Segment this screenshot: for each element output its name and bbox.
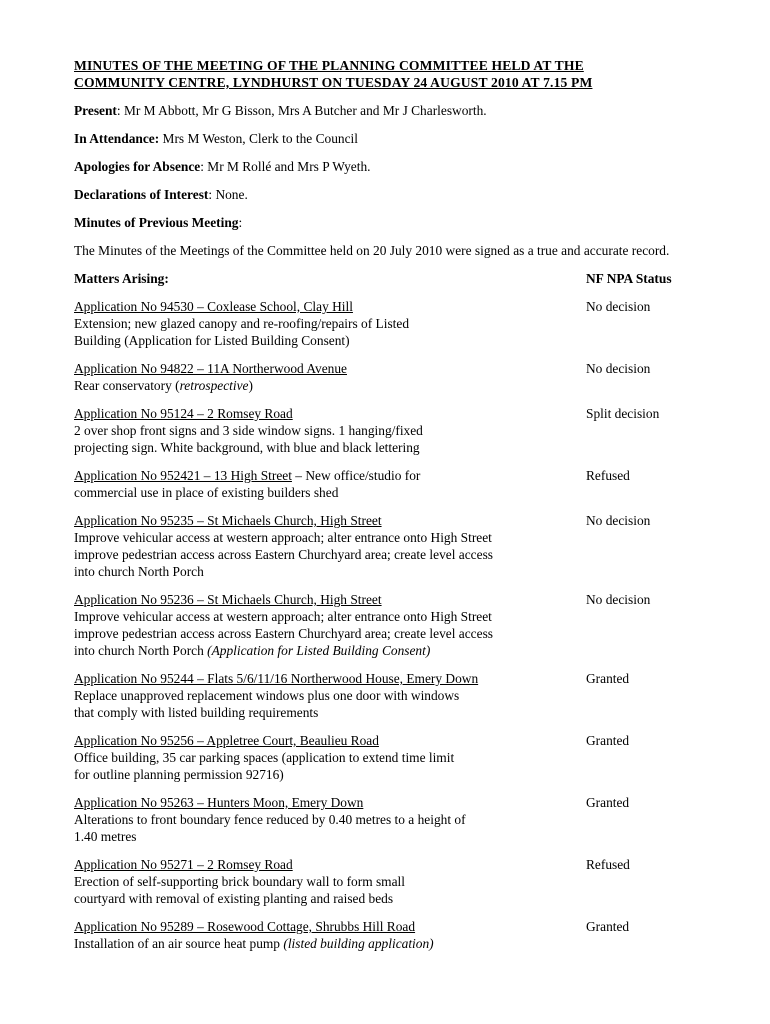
application-details	[74, 405, 564, 456]
attendance-paragraph	[74, 130, 698, 147]
application-description-line	[74, 811, 564, 828]
application-description-text: for outline planning permission 92716)	[74, 767, 284, 782]
application-description-text: commercial use in place of existing builders shed	[74, 485, 339, 500]
spacer	[74, 456, 698, 467]
application-description-line	[74, 935, 564, 952]
application-status: No decision	[586, 592, 651, 607]
matters-heading-row	[74, 270, 698, 287]
spacer	[74, 175, 698, 186]
application-status: Refused	[586, 857, 630, 872]
previous-minutes-label: Minutes of Previous Meeting	[74, 215, 239, 230]
application-description-line	[74, 890, 564, 907]
application-row	[74, 591, 698, 659]
apologies-paragraph	[74, 158, 698, 175]
application-details	[74, 794, 564, 845]
application-title: Application No 95235 – St Michaels Church, High Street	[74, 513, 382, 528]
spacer	[74, 349, 698, 360]
spacer	[74, 287, 698, 298]
application-description-line	[74, 873, 564, 890]
application-status: No decision	[586, 513, 651, 528]
spacer	[74, 394, 698, 405]
spacer	[74, 907, 698, 918]
application-description-line	[74, 608, 564, 625]
application-description-line	[74, 625, 564, 642]
application-description-text: Rear conservatory (	[74, 378, 180, 393]
application-details	[74, 670, 564, 721]
application-status: Refused	[586, 468, 630, 483]
application-description-line	[74, 766, 564, 783]
application-details	[74, 918, 564, 952]
spacer	[74, 259, 698, 270]
application-description-line	[74, 749, 564, 766]
application-title-line	[74, 360, 564, 377]
application-description-line	[74, 315, 564, 332]
application-description-text: Building (Application for Listed Building Consent)	[74, 333, 350, 348]
application-row	[74, 360, 698, 394]
application-details	[74, 467, 564, 501]
application-row	[74, 405, 698, 456]
declarations-text: : None.	[208, 187, 248, 202]
application-details	[74, 732, 564, 783]
application-title: Application No 95256 – Appletree Court, Beaulieu Road	[74, 733, 379, 748]
application-description-line	[74, 332, 564, 349]
application-title-line	[74, 467, 564, 484]
application-description-line	[74, 377, 564, 394]
spacer	[74, 845, 698, 856]
spacer	[74, 119, 698, 130]
application-title-line	[74, 918, 564, 935]
application-description-text: that comply with listed building requirements	[74, 705, 319, 720]
application-title: Application No 95271 – 2 Romsey Road	[74, 857, 293, 872]
spacer	[74, 501, 698, 512]
application-status: No decision	[586, 299, 651, 314]
status-heading: NF NPA Status	[586, 271, 672, 286]
application-title: Application No 94530 – Coxlease School, Clay Hill	[74, 299, 353, 314]
application-description-line	[74, 422, 564, 439]
application-description-text: Improve vehicular access at western approach; alter entrance onto High Street	[74, 530, 492, 545]
application-description-line	[74, 529, 564, 546]
application-italic-close: )	[248, 378, 253, 393]
application-title: Application No 95124 – 2 Romsey Road	[74, 406, 293, 421]
application-title: Application No 95244 – Flats 5/6/11/16 Northerwood House, Emery Down	[74, 671, 479, 686]
application-status: Granted	[586, 919, 630, 934]
application-details	[74, 856, 564, 907]
present-text: : Mr M Abbott, Mr G Bisson, Mrs A Butcher and Mr J Charlesworth.	[116, 103, 487, 118]
applications-list	[74, 287, 698, 952]
attendance-text: Mrs M Weston, Clerk to the Council	[159, 131, 358, 146]
present-paragraph	[74, 102, 698, 119]
application-description-text: Extension; new glazed canopy and re-roofing/repairs of Listed	[74, 316, 410, 331]
application-italic-note: (Application for Listed Building Consent)	[207, 643, 431, 658]
application-details	[74, 298, 564, 349]
application-status: Split decision	[586, 406, 660, 421]
application-title-line	[74, 512, 564, 529]
application-row	[74, 467, 698, 501]
spacer	[74, 659, 698, 670]
application-title: Application No 95236 – St Michaels Church, High Street	[74, 592, 382, 607]
application-details	[74, 591, 564, 659]
previous-minutes-colon: :	[238, 215, 243, 230]
application-description-line	[74, 687, 564, 704]
spacer	[74, 91, 698, 102]
spacer	[74, 147, 698, 158]
application-title-suffix: – New office/studio for	[291, 468, 421, 483]
application-italic-note: retrospective	[179, 378, 249, 393]
application-title-line	[74, 856, 564, 873]
application-row	[74, 732, 698, 783]
declarations-paragraph	[74, 186, 698, 203]
spacer	[74, 231, 698, 242]
application-italic-note: (listed building application)	[283, 936, 434, 951]
application-description-line	[74, 642, 564, 659]
application-description-text: 1.40 metres	[74, 829, 137, 844]
application-details	[74, 360, 564, 394]
application-description-line	[74, 439, 564, 456]
application-description-text: Erection of self-supporting brick boundary wall to form small	[74, 874, 405, 889]
application-title-line	[74, 405, 564, 422]
application-status: No decision	[586, 361, 651, 376]
application-description-text: projecting sign. White background, with blue and black lettering	[74, 440, 420, 455]
declarations-label: Declarations of Interest	[74, 187, 209, 202]
application-status: Granted	[586, 733, 630, 748]
spacer	[74, 203, 698, 214]
application-row	[74, 856, 698, 907]
application-title: Application No 95263 – Hunters Moon, Emery Down	[74, 795, 364, 810]
application-description-line	[74, 484, 564, 501]
spacer	[74, 783, 698, 794]
previous-minutes-heading	[74, 214, 698, 231]
application-description-text: improve pedestrian access across Eastern Churchyard area; create level access	[74, 626, 493, 641]
spacer	[74, 580, 698, 591]
application-description-text: Office building, 35 car parking spaces (application to extend time limit	[74, 750, 455, 765]
application-description-text: into church North Porch	[74, 643, 208, 658]
spacer	[74, 721, 698, 732]
application-details	[74, 512, 564, 580]
application-description-line	[74, 828, 564, 845]
document-title	[74, 57, 698, 91]
apologies-text: : Mr M Rollé and Mrs P Wyeth.	[200, 159, 371, 174]
application-row	[74, 512, 698, 580]
application-title-line	[74, 298, 564, 315]
apologies-label: Apologies for Absence	[74, 159, 201, 174]
application-title: Application No 952421 – 13 High Street	[74, 468, 292, 483]
application-description-text: improve pedestrian access across Eastern Churchyard area; create level access	[74, 547, 493, 562]
application-status: Granted	[586, 671, 630, 686]
application-title: Application No 94822 – 11A Northerwood Avenue	[74, 361, 347, 376]
application-title-line	[74, 591, 564, 608]
application-row	[74, 794, 698, 845]
application-description-text: 2 over shop front signs and 3 side window signs. 1 hanging/fixed	[74, 423, 423, 438]
application-description-line	[74, 546, 564, 563]
previous-minutes-body: The Minutes of the Meetings of the Committee held on 20 July 2010 were signed as a true and accurate record.	[74, 243, 670, 258]
application-description-line	[74, 704, 564, 721]
application-title-line	[74, 670, 564, 687]
matters-heading: Matters Arising:	[74, 271, 169, 286]
attendance-label: In Attendance:	[74, 131, 160, 146]
title-line-1: MINUTES OF THE MEETING OF THE PLANNING COMMITTEE HELD AT THE	[74, 58, 584, 73]
application-description-text: Replace unapproved replacement windows plus one door with windows	[74, 688, 460, 703]
application-description-text: Alterations to front boundary fence reduced by 0.40 metres to a height of	[74, 812, 466, 827]
title-line-2: COMMUNITY CENTRE, LYNDHURST ON TUESDAY 24 AUGUST 2010 AT 7.15 PM	[74, 75, 593, 90]
application-description-text: courtyard with removal of existing planting and raised beds	[74, 891, 394, 906]
application-description-text: Improve vehicular access at western approach; alter entrance onto High Street	[74, 609, 492, 624]
application-title: Application No 95289 – Rosewood Cottage, Shrubbs Hill Road	[74, 919, 416, 934]
application-description-line	[74, 563, 564, 580]
application-title-line	[74, 794, 564, 811]
application-row	[74, 670, 698, 721]
present-label: Present	[74, 103, 117, 118]
application-row	[74, 298, 698, 349]
application-title-line	[74, 732, 564, 749]
application-description-text: Installation of an air source heat pump	[74, 936, 284, 951]
application-description-text: into church North Porch	[74, 564, 204, 579]
application-row	[74, 918, 698, 952]
application-status: Granted	[586, 795, 630, 810]
